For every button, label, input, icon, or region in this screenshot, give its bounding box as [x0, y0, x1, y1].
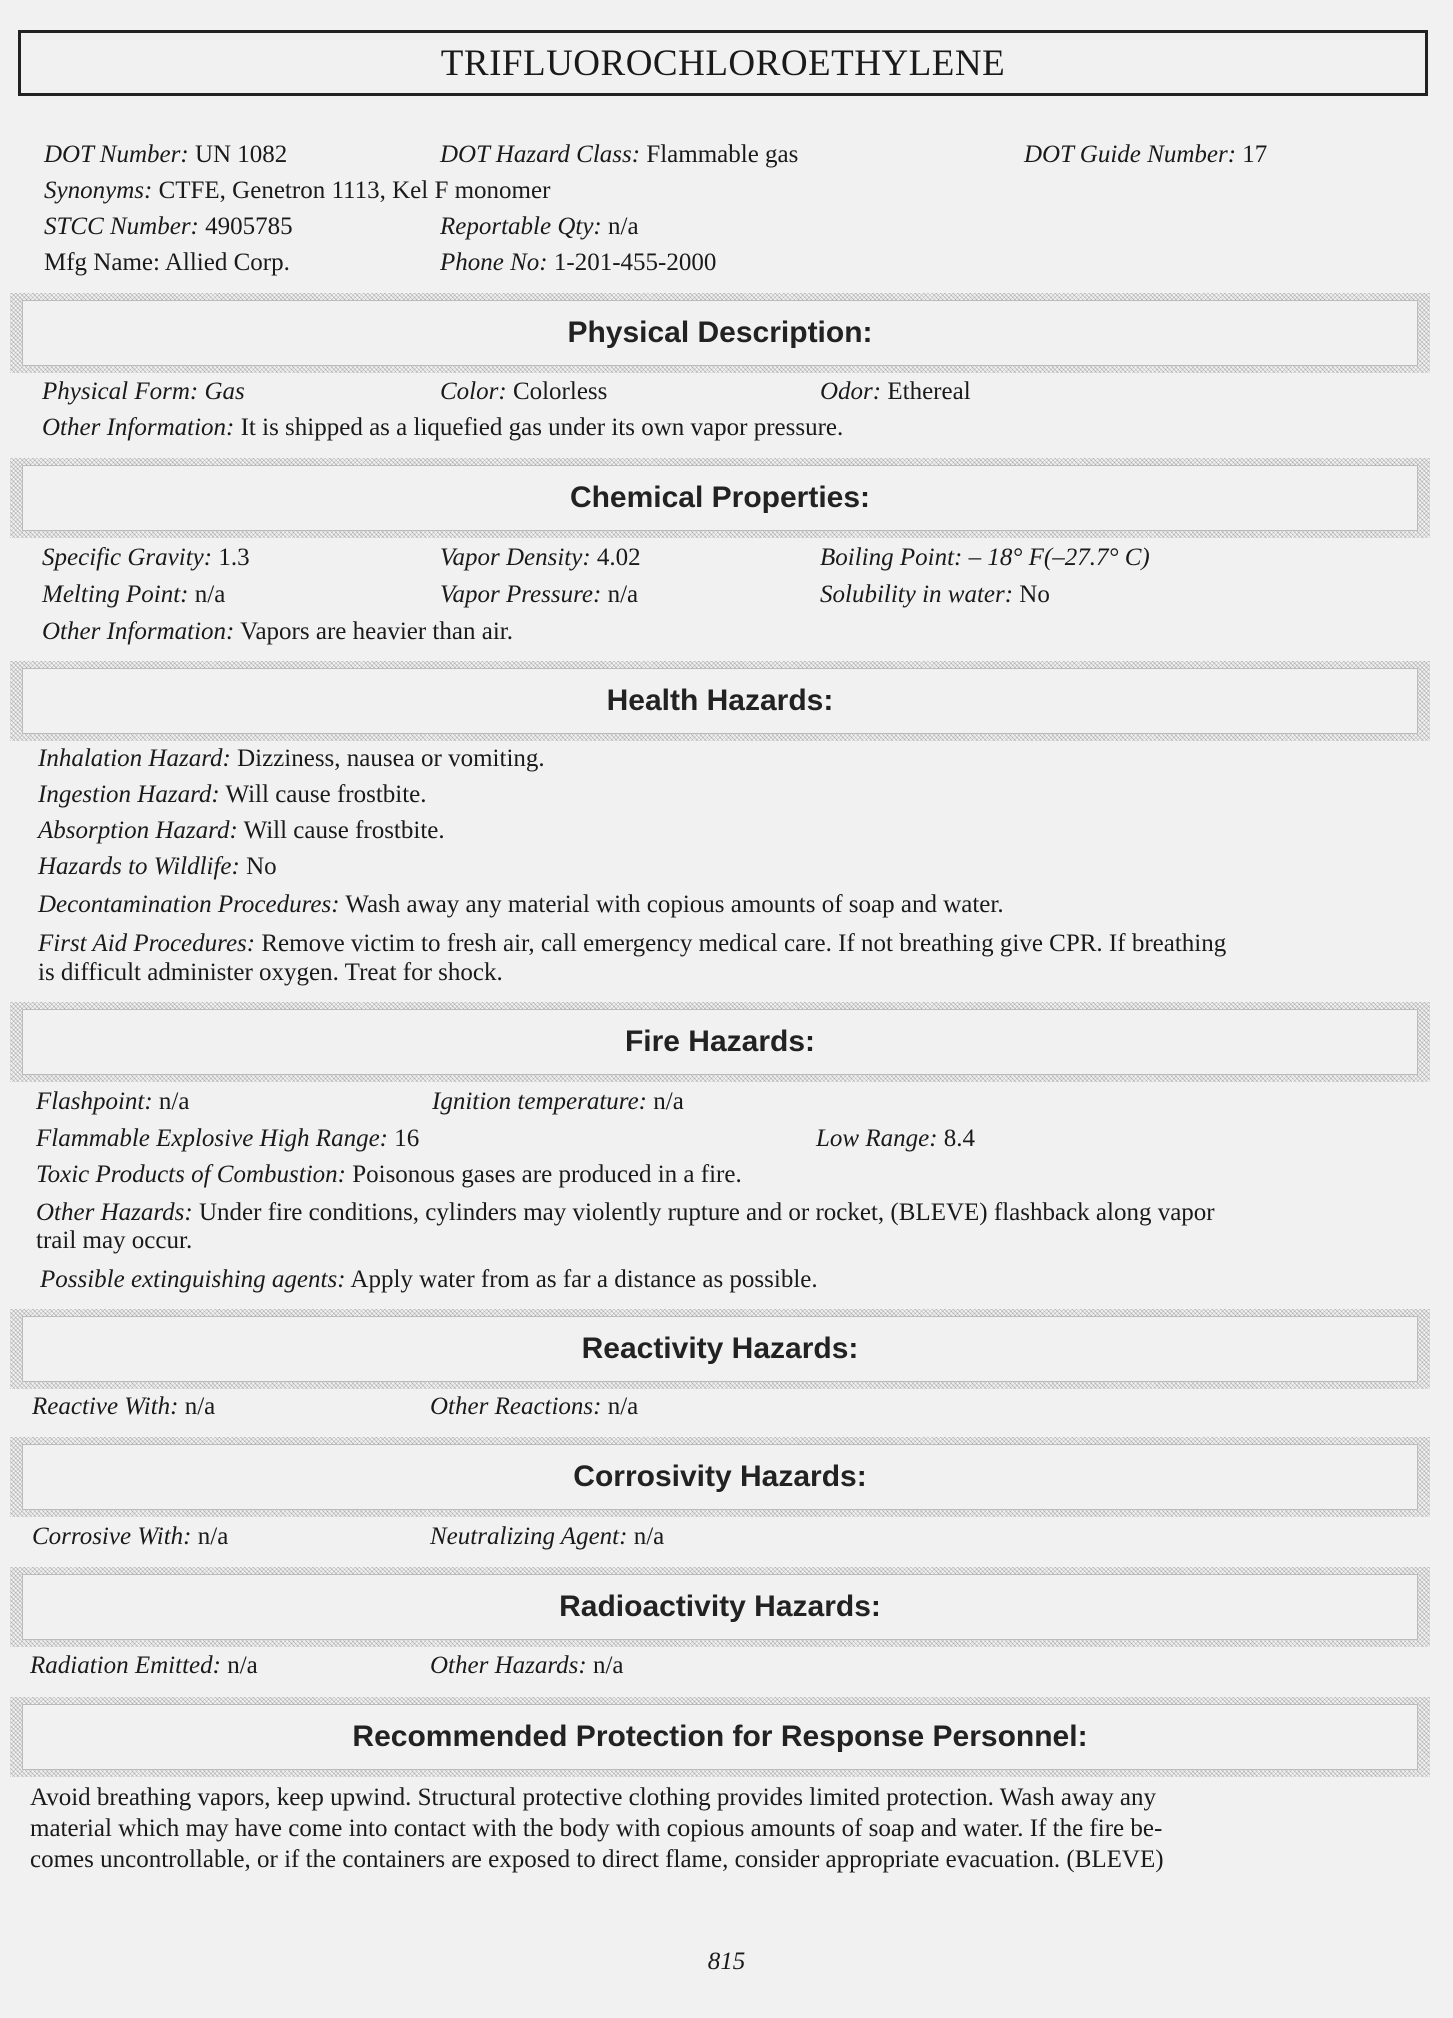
section-heading: Fire Hazards:: [624, 1025, 816, 1058]
toxic-products: Toxic Products of Combustion: Poisonous gases are produced in a fire.: [36, 1161, 742, 1188]
section-heading: Physical Description:: [567, 316, 873, 349]
fire-hazards-band: [10, 1002, 1430, 1082]
extinguishing-agents: Possible extinguishing agents: Apply water from as far a distance as possible.: [40, 1266, 818, 1293]
physical-description-band: [10, 293, 1430, 373]
inhalation-hazard: Inhalation Hazard: Dizziness, nausea or vomiting.: [38, 745, 545, 772]
protection-text: Avoid breathing vapors, keep upwind. Structural protective clothing provides limited protection. Wash away any material which may have come into contact with the body with copious amounts of soap and water. If the fire be- comes uncontrollable, or if the containers are exposed to direct flame, consider appropriate evacuation. (BLEVE): [30, 1784, 1164, 1873]
chemical-other-info: Other Information: Vapors are heavier than air.: [42, 618, 513, 645]
vapor-density: Vapor Density: 4.02: [440, 544, 641, 571]
section-heading: Radioactivity Hazards:: [559, 1590, 881, 1623]
radiation-emitted: Radiation Emitted: n/a: [30, 1652, 258, 1679]
wildlife-hazard: Hazards to Wildlife: No: [38, 853, 277, 880]
title-box: [18, 30, 1428, 96]
physical-other-info: Other Information: It is shipped as a liquefied gas under its own vapor pressure.: [42, 414, 844, 441]
radioactivity-hazards-band: [10, 1567, 1430, 1647]
melting-point: Melting Point: n/a: [42, 581, 226, 608]
other-fire-hazards: Other Hazards: Under fire conditions, cylinders may violently rupture and or rocket, (BLEVE) flashback along vapor: [36, 1199, 1215, 1226]
section-heading: Health Hazards:: [606, 684, 834, 717]
synonyms: Synonyms: CTFE, Genetron 1113, Kel F monomer: [44, 177, 551, 204]
reactivity-hazards-band: [10, 1309, 1430, 1389]
high-range: Flammable Explosive High Range: 16: [36, 1125, 420, 1152]
other-reactions: Other Reactions: n/a: [430, 1393, 639, 1420]
neutralizing-agent: Neutralizing Agent: n/a: [430, 1523, 665, 1550]
corrosive-with: Corrosive With: n/a: [32, 1523, 229, 1550]
health-hazards-band: [10, 661, 1430, 741]
odor: Odor: Ethereal: [820, 378, 971, 405]
stcc-number: STCC Number: 4905785: [44, 213, 293, 240]
section-heading: Recommended Protection for Response Personnel:: [352, 1720, 1088, 1753]
section-heading: Chemical Properties:: [569, 481, 871, 514]
dot-hazard-class: DOT Hazard Class: Flammable gas: [440, 141, 799, 168]
physical-form: Physical Form: Gas: [42, 378, 245, 405]
section-heading: Corrosivity Hazards:: [573, 1460, 867, 1493]
corrosivity-hazards-band: [10, 1437, 1430, 1517]
page-number: 815: [707, 1948, 746, 1975]
mfg-name: Mfg Name: Allied Corp.: [44, 249, 290, 276]
specific-gravity: Specific Gravity: 1.3: [42, 544, 250, 571]
other-fire-hazards-continued: trail may occur.: [36, 1227, 193, 1254]
first-aid: First Aid Procedures: Remove victim to fresh air, call emergency medical care. If not breathing give CPR. If breathing: [38, 930, 1227, 957]
section-heading: Reactivity Hazards:: [581, 1332, 859, 1365]
decontamination: Decontamination Procedures: Wash away any material with copious amounts of soap and water.: [38, 891, 1004, 918]
reactive-with: Reactive With: n/a: [32, 1393, 216, 1420]
other-radiation-hazards: Other Hazards: n/a: [430, 1652, 624, 1679]
flashpoint: Flashpoint: n/a: [36, 1088, 190, 1115]
solubility: Solubility in water: No: [820, 581, 1050, 608]
protection-band: [10, 1697, 1430, 1777]
chemical-properties-band: [10, 458, 1430, 538]
phone-no: Phone No: 1-201-455-2000: [440, 249, 717, 276]
dot-guide-number: DOT Guide Number: 17: [1024, 141, 1268, 168]
dot-number: DOT Number: UN 1082: [44, 141, 288, 168]
boiling-point: Boiling Point: – 18° F(–27.7° C): [820, 544, 1150, 571]
reportable-qty: Reportable Qty: n/a: [440, 213, 639, 240]
absorption-hazard: Absorption Hazard: Will cause frostbite.: [38, 817, 445, 844]
page-title: TRIFLUOROCHLOROETHYLENE: [440, 42, 1006, 84]
vapor-pressure: Vapor Pressure: n/a: [440, 581, 639, 608]
ingestion-hazard: Ingestion Hazard: Will cause frostbite.: [38, 781, 427, 808]
first-aid-continued: is difficult administer oxygen. Treat for shock.: [38, 959, 503, 986]
ignition-temperature: Ignition temperature: n/a: [432, 1088, 684, 1115]
color: Color: Colorless: [440, 378, 608, 405]
low-range: Low Range: 8.4: [816, 1125, 976, 1152]
